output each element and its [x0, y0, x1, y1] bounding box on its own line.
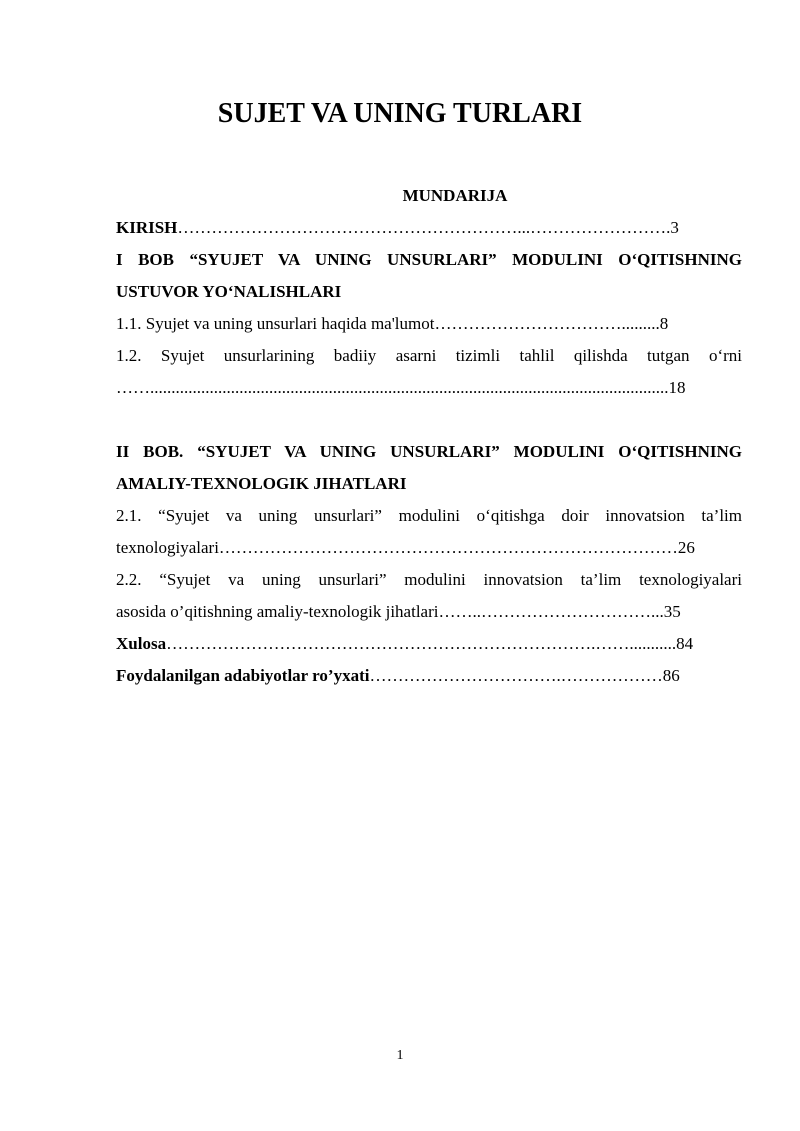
toc-section-2-2-line-2: asosida o’qitishning amaliy-texnologik jihatlari……..…………………………...35 [116, 602, 681, 621]
toc-chapter-1-line-1: I BOB “SYUJET VA UNING UNSURLARI” MODULINI O‘QITISHNING [116, 250, 742, 269]
document-title: SUJET VA UNING TURLARI [217, 98, 583, 129]
toc-chapter-2-line-1: II BOB. “SYUJET VA UNING UNSURLARI” MODULINI O‘QITISHNING [116, 442, 742, 461]
toc-entry-adabiyotlar-leader: …………………………….………………86 [369, 666, 680, 685]
toc-section-2-1-line-1: 2.1. “Syujet va uning unsurlari” modulini o‘qitishga doir innovatsion ta’lim [116, 506, 742, 525]
toc-entry-kirish [116, 212, 742, 244]
table-of-contents [116, 180, 742, 692]
toc-entry-adabiyotlar [116, 660, 742, 692]
toc-heading: MUNDARIJA [402, 186, 508, 205]
toc-section-2-1-line-2: texnologiyalari………………………………………………………………………26 [116, 538, 695, 557]
toc-section-1-2-line-1: 1.2. Syujet unsurlarining badiiy asarni tizimli tahlil qilishda tutgan o‘rni [116, 346, 742, 365]
toc-section-1-1: 1.1. Syujet va uning unsurlari haqida ma'lumot…………………………….........8 [116, 314, 669, 333]
toc-section-2-2-line-1: 2.2. “Syujet va uning unsurlari” modulini innovatsion ta’lim texnologiyalari [116, 570, 742, 589]
toc-entry-adabiyotlar-label: Foydalanilgan adabiyotlar ro’yxati [116, 666, 370, 685]
toc-entry-xulosa-label: Xulosa [116, 634, 167, 653]
toc-chapter-2-line-2: AMALIY-TEXNOLOGIK JIHATLARI [116, 474, 407, 493]
toc-entry-kirish-leader: ……………………………………………………...…………………….3 [177, 218, 679, 237]
toc-chapter-1-line-2: USTUVOR YO‘NALISHLARI [116, 282, 342, 301]
toc-section-1-2-line-2: ……..........................................................................................................................18 [116, 378, 686, 397]
toc-entry-xulosa-leader: ………………………………………………………………….……...........84 [166, 634, 694, 653]
page-number: 1 [396, 1048, 404, 1063]
toc-spacer [116, 404, 742, 436]
toc-entry-xulosa [116, 628, 742, 660]
toc-entry-kirish-label: KIRISH [116, 218, 178, 237]
